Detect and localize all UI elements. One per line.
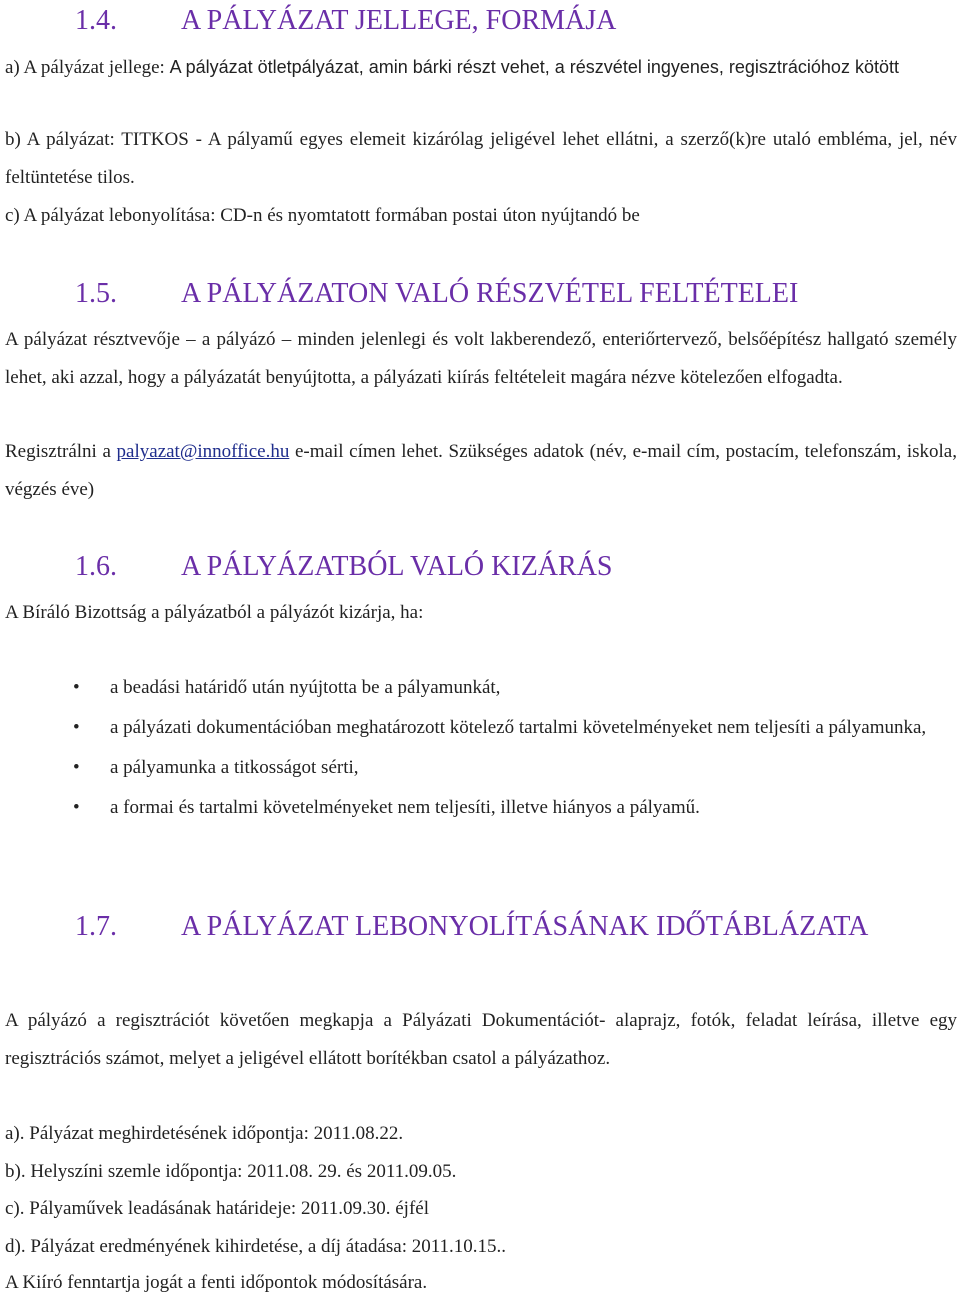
paragraph-text: Regisztrálni a xyxy=(5,441,117,462)
section-heading-1-6 xyxy=(75,550,612,584)
list-item xyxy=(0,749,957,787)
section-title: A PÁLYÁZAT LEBONYOLÍTÁSÁNAK IDŐTÁBLÁZATA xyxy=(181,911,869,942)
exclusion-list xyxy=(0,669,960,829)
paragraph-text: e-mail címen lehet. Szükséges adatok (név, e-mail cím, postacím, telefonszám, iskola, végzés éve) xyxy=(5,441,957,500)
paragraph-regisztracio xyxy=(5,433,957,509)
section-heading-1-5 xyxy=(75,277,798,311)
bullet-icon: • xyxy=(73,797,80,818)
section-title: A PÁLYÁZAT JELLEGE, FORMÁJA xyxy=(181,5,617,36)
list-item-text: a beadási határidő után nyújtotta be a pályamunkát, xyxy=(110,677,501,698)
list-item xyxy=(0,669,957,707)
section-number: 1.5. xyxy=(75,278,117,309)
bullet-icon: • xyxy=(73,717,80,738)
section-heading-1-7 xyxy=(75,910,868,944)
schedule-item: a). Pályázat meghirdetésének időpontja: 2011.08.22. xyxy=(5,1123,404,1144)
section-number: 1.6. xyxy=(75,551,117,582)
bullet-icon: • xyxy=(73,757,80,778)
list-item xyxy=(0,709,957,747)
list-item-text: a formai és tartalmi követelményeket nem teljesíti, illetve hiányos a pályamű. xyxy=(110,797,700,818)
bullet-icon: • xyxy=(73,677,80,698)
paragraph-prefix: a) A pályázat jellege: xyxy=(5,57,170,78)
email-link[interactable]: palyazat@innoffice.hu xyxy=(116,441,290,462)
paragraph-kizaras-intro: A Bíráló Bizottság a pályázatból a pályázót kizárja, ha: xyxy=(5,602,424,623)
schedule-item: c). Pályaművek leadásának határideje: 2011.09.30. éjfél xyxy=(5,1198,429,1219)
list-item xyxy=(0,789,957,827)
section-number: 1.4. xyxy=(75,5,117,36)
paragraph-idotablazat-intro: A pályázó a regisztrációt követően megkapja a Pályázati Dokumentációt- alaprajz, fotók, feladat leírása, illetve egy regisztrációs számot, melyet a jeligével ellátott borítékban csatol a pályázathoz. xyxy=(5,1010,957,1069)
list-item-text: a pályázati dokumentációban meghatározott kötelező tartalmi követelményeket nem teljesíti a pályamunka, xyxy=(110,717,927,738)
paragraph-modositas: A Kiíró fenntartja jogát a fenti időpontok módosítására. xyxy=(5,1272,428,1293)
paragraph-resztvevo: A pályázat résztvevője – a pályázó – minden jelenlegi és volt lakberendező, enteriőrtervező, belsőépítész hallgató személy lehet, aki azzal, hogy a pályázatát benyújtotta, a pályázati kiírás feltételeit magára nézve kötelezően elfogadta. xyxy=(5,329,957,388)
list-item-text: a pályamunka a titkosságot sérti, xyxy=(110,757,359,778)
paragraph-jelleg xyxy=(5,48,957,87)
schedule-item: d). Pályázat eredményének kihirdetése, a díj átadása: 2011.10.15.. xyxy=(5,1236,507,1257)
paragraph-jelleg-text: A pályázat ötletpályázat, amin bárki részt vehet, a részvétel ingyenes, regisztrációhoz kötött xyxy=(169,57,899,77)
section-title: A PÁLYÁZATON VALÓ RÉSZVÉTEL FELTÉTELEI xyxy=(181,278,799,309)
section-title: A PÁLYÁZATBÓL VALÓ KIZÁRÁS xyxy=(181,551,613,582)
paragraph-titkos: b) A pályázat: TITKOS - A pályamű egyes elemeit kizárólag jeligével lehet ellátni, a szerző(k)re utaló embléma, jel, név feltüntetése tilos. xyxy=(5,129,957,188)
paragraph-lebonyolitas: c) A pályázat lebonyolítása: CD-n és nyomtatott formában postai úton nyújtandó be xyxy=(5,205,640,226)
section-heading-1-4 xyxy=(75,4,616,38)
section-number: 1.7. xyxy=(75,911,117,942)
schedule-item: b). Helyszíni szemle időpontja: 2011.08. 29. és 2011.09.05. xyxy=(5,1161,457,1182)
